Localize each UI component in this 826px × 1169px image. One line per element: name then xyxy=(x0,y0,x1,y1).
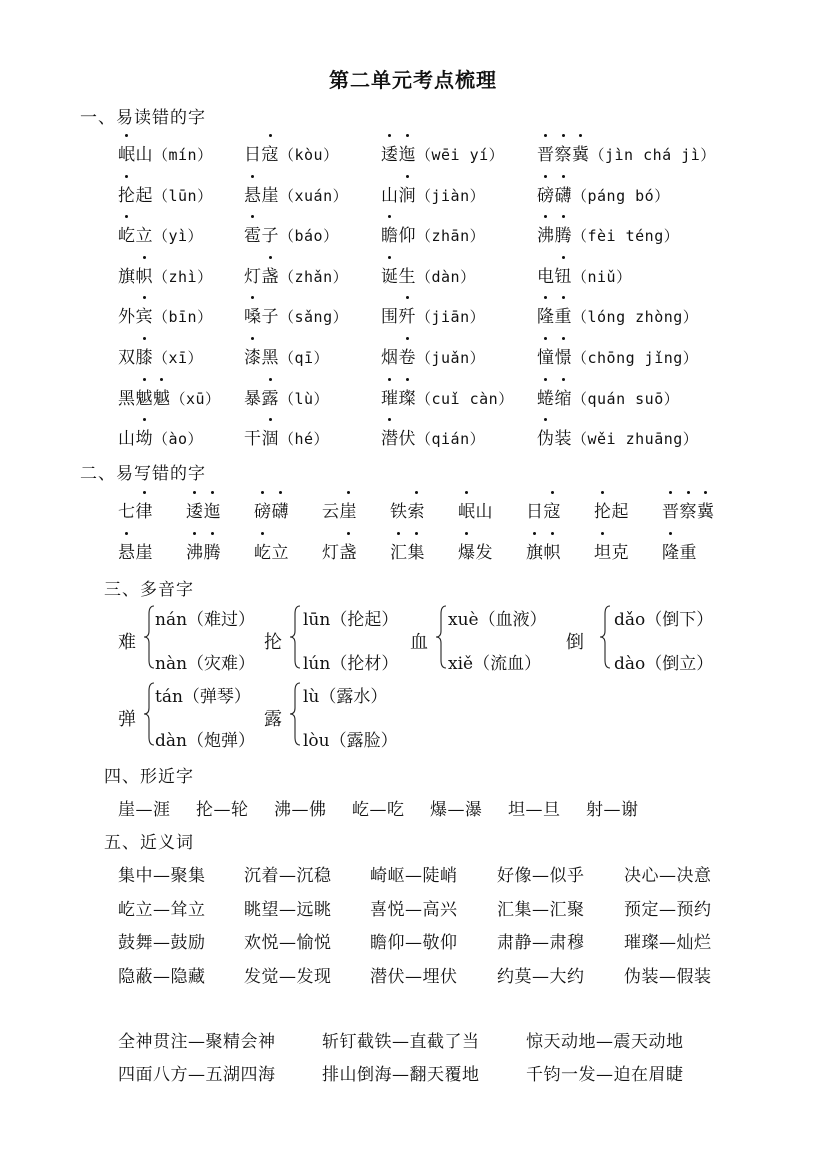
synonym-pair: 眺望—远眺 xyxy=(244,899,332,920)
emphasis-dot xyxy=(551,491,554,494)
emphasis-dot xyxy=(562,134,565,137)
polyphone-char: 弹 xyxy=(118,709,136,730)
entry-pinyin: （juǎn） xyxy=(416,349,486,367)
entry-pinyin: （wēi yí） xyxy=(416,146,505,164)
entry-word: 抡 起 xyxy=(594,502,629,522)
entry-word: 围歼 xyxy=(381,307,416,327)
similar-char-pair: 爆—瀑 xyxy=(430,800,483,820)
emphasis-dot xyxy=(251,175,254,178)
emphasis-dot xyxy=(562,215,565,218)
writing-entry xyxy=(118,538,153,563)
emphasis-dot xyxy=(211,491,214,494)
synonym-pair: 沉着—沉稳 xyxy=(244,866,332,886)
emphasis-dot xyxy=(533,532,536,535)
emphasis-dot xyxy=(415,532,418,535)
entry-word: 山坳 xyxy=(118,429,153,449)
synonym-pair: 鼓舞—鼓励 xyxy=(118,933,206,953)
entry-pinyin: （chōng jǐng） xyxy=(572,349,699,367)
idiom-synonym-pair: 排山倒海—翻天覆地 xyxy=(322,1065,480,1085)
entry-word: 岷 山 xyxy=(458,502,493,522)
emphasis-dot xyxy=(125,134,128,137)
reading-entry xyxy=(118,343,203,368)
entry-pinyin: （jìn chá jì） xyxy=(589,146,716,164)
entry-pinyin: （lóng zhòng） xyxy=(572,308,699,327)
entry-word: 嗓 子 xyxy=(244,307,279,327)
emphasis-dot xyxy=(125,532,128,535)
polyphone-char: 倒 xyxy=(566,632,584,653)
emphasis-dot xyxy=(143,418,146,421)
entry-word: 云崖 xyxy=(322,502,357,522)
emphasis-dot xyxy=(388,418,391,421)
emphasis-dot xyxy=(579,134,582,137)
emphasis-dot xyxy=(562,337,565,340)
entry-word: 岷 山 xyxy=(118,145,153,165)
reading-entry xyxy=(537,424,698,449)
emphasis-dot xyxy=(269,378,272,381)
entry-word: 伪 装 xyxy=(537,429,572,449)
entry-word: 抡 起 xyxy=(118,186,153,206)
emphasis-dot xyxy=(261,491,264,494)
synonym-pair: 约莫—大约 xyxy=(497,966,585,987)
emphasis-dot xyxy=(562,256,565,259)
emphasis-dot xyxy=(544,134,547,137)
emphasis-dot xyxy=(388,256,391,259)
emphasis-dot xyxy=(193,491,196,494)
reading-entry xyxy=(537,302,698,327)
emphasis-dot xyxy=(160,378,163,381)
entry-pinyin: （bīn） xyxy=(153,308,213,327)
emphasis-dot xyxy=(465,491,468,494)
polyphone-reading: tán（弹琴） xyxy=(155,687,251,707)
entry-pinyin: （cuǐ càn） xyxy=(416,389,514,408)
entry-word: 屹 立 xyxy=(254,543,289,563)
writing-entry xyxy=(254,497,289,522)
entry-word: 铁索 xyxy=(390,502,425,522)
emphasis-dot xyxy=(687,491,690,494)
reading-entry xyxy=(244,262,348,287)
emphasis-dot xyxy=(544,175,547,178)
entry-pinyin: （báo） xyxy=(279,227,339,246)
entry-pinyin: （hé） xyxy=(279,430,330,449)
reading-entry xyxy=(244,384,329,409)
entry-word: 屹 立 xyxy=(118,226,153,246)
entry-word: 灯盏 xyxy=(244,267,279,287)
entry-pinyin: （zhān） xyxy=(416,227,486,246)
entry-word: 晋 察 冀 xyxy=(662,502,715,522)
emphasis-dot xyxy=(562,378,565,381)
reading-entry xyxy=(381,343,485,368)
emphasis-dot xyxy=(406,337,409,340)
emphasis-dot xyxy=(143,296,146,299)
synonym-pair: 欢悦—愉悦 xyxy=(244,933,332,953)
emphasis-dot xyxy=(406,378,409,381)
entry-pinyin: （dàn） xyxy=(416,267,476,286)
reading-entry xyxy=(381,424,485,449)
emphasis-dot xyxy=(551,532,554,535)
entry-word: 黑魆 魆 xyxy=(118,389,171,409)
entry-word: 诞 生 xyxy=(381,267,416,287)
writing-entry xyxy=(662,538,697,563)
emphasis-dot xyxy=(347,532,350,535)
emphasis-dot xyxy=(406,134,409,137)
emphasis-dot xyxy=(669,491,672,494)
emphasis-dot xyxy=(544,215,547,218)
polyphone-char: 难 xyxy=(118,632,136,653)
entry-pinyin: （qián） xyxy=(416,430,486,449)
idiom-synonym-pair: 斩钉截铁—直截了当 xyxy=(322,1032,480,1052)
emphasis-dot xyxy=(562,296,565,299)
writing-entry xyxy=(594,538,629,563)
reading-entry xyxy=(118,302,213,327)
section5-heading: 五、近义词 xyxy=(104,833,194,853)
emphasis-dot xyxy=(251,296,254,299)
reading-entry xyxy=(537,384,679,409)
entry-word: 璀 璨 xyxy=(381,389,416,409)
synonym-pair: 崎岖—陡峭 xyxy=(370,866,458,886)
polyphone-char: 露 xyxy=(264,709,282,730)
writing-entry xyxy=(322,497,357,522)
synonym-pair: 发觉—发现 xyxy=(244,966,332,987)
brace-icon xyxy=(290,606,302,668)
reading-entry xyxy=(381,262,476,287)
emphasis-dot xyxy=(388,134,391,137)
emphasis-dot xyxy=(406,175,409,178)
emphasis-dot xyxy=(601,491,604,494)
reading-entry xyxy=(381,181,485,206)
entry-word: 悬 崖 xyxy=(244,186,279,206)
entry-word: 暴露 xyxy=(244,389,279,409)
writing-entry xyxy=(526,538,561,563)
writing-entry xyxy=(526,497,561,522)
emphasis-dot xyxy=(143,491,146,494)
emphasis-dot xyxy=(143,256,146,259)
entry-pinyin: （sǎng） xyxy=(279,308,349,327)
polyphone-char: 血 xyxy=(410,632,428,653)
entry-word: 日寇 xyxy=(244,145,279,165)
emphasis-dot xyxy=(251,215,254,218)
emphasis-dot xyxy=(143,337,146,340)
emphasis-dot xyxy=(193,532,196,535)
emphasis-dot xyxy=(269,418,272,421)
idiom-synonym-pair: 千钧一发—迫在眉睫 xyxy=(526,1065,684,1085)
entry-word: 磅 礴 xyxy=(254,502,289,522)
section2-heading: 二、易写错的字 xyxy=(80,464,206,484)
emphasis-dot xyxy=(704,491,707,494)
similar-char-pair: 射—谢 xyxy=(586,800,639,820)
synonym-pair: 屹立—耸立 xyxy=(118,899,206,920)
entry-pinyin: （xī） xyxy=(153,349,204,367)
emphasis-dot xyxy=(269,256,272,259)
reading-entry xyxy=(381,302,485,327)
writing-entry xyxy=(458,538,493,563)
entry-pinyin: （páng bó） xyxy=(572,186,670,205)
emphasis-dot xyxy=(347,491,350,494)
entry-word: 悬 崖 xyxy=(118,543,153,563)
writing-entry xyxy=(118,497,153,522)
entry-word: 七律 xyxy=(118,502,153,522)
polyphone-reading: nàn（灾难） xyxy=(155,654,256,674)
brace-icon xyxy=(600,606,612,668)
polyphone-reading: dào（倒立） xyxy=(614,654,714,674)
polyphone-reading: nán（难过） xyxy=(155,610,256,630)
synonym-pair: 汇集—汇聚 xyxy=(497,899,585,920)
emphasis-dot xyxy=(544,337,547,340)
emphasis-dot xyxy=(406,296,409,299)
similar-char-pair: 沸—佛 xyxy=(274,800,327,820)
emphasis-dot xyxy=(388,378,391,381)
synonym-pair: 肃静—肃穆 xyxy=(497,933,585,953)
emphasis-dot xyxy=(388,215,391,218)
reading-entry xyxy=(244,181,348,206)
reading-entry xyxy=(381,221,485,246)
writing-entry xyxy=(254,538,289,563)
idiom-synonym-pair: 惊天动地—震天动地 xyxy=(526,1032,684,1052)
entry-pinyin: （mín） xyxy=(153,146,213,164)
entry-word: 雹 子 xyxy=(244,226,279,246)
entry-pinyin: （jiān） xyxy=(416,308,486,327)
emphasis-dot xyxy=(465,532,468,535)
reading-entry xyxy=(537,181,670,206)
entry-word: 外宾 xyxy=(118,307,153,327)
entry-word: 爆 发 xyxy=(458,543,493,563)
polyphone-char: 抡 xyxy=(264,632,282,653)
entry-word: 干涸 xyxy=(244,429,279,449)
entry-pinyin: （yì） xyxy=(153,227,204,246)
polyphone-reading: lòu（露脸） xyxy=(303,731,398,751)
entry-word: 隆 重 xyxy=(662,543,697,563)
emphasis-dot xyxy=(143,378,146,381)
entry-pinyin: （lūn） xyxy=(153,186,213,205)
reading-entry xyxy=(381,140,504,165)
entry-word: 旗帜 xyxy=(118,267,153,287)
entry-pinyin: （xuán） xyxy=(279,186,349,205)
writing-entry xyxy=(186,538,221,563)
synonym-pair: 预定—预约 xyxy=(624,899,712,920)
similar-char-pair: 坦—旦 xyxy=(508,800,561,820)
reading-entry xyxy=(118,424,203,449)
emphasis-dot xyxy=(125,215,128,218)
entry-pinyin: （kòu） xyxy=(279,146,339,164)
polyphone-reading: lù（露水） xyxy=(303,687,388,707)
similar-char-pair: 抡—轮 xyxy=(196,800,249,820)
writing-entry xyxy=(662,497,715,522)
entry-pinyin: （quán suō） xyxy=(572,389,680,408)
entry-word: 山涧 xyxy=(381,186,416,206)
emphasis-dot xyxy=(261,532,264,535)
entry-word: 电钮 xyxy=(537,267,572,287)
entry-word: 憧 憬 xyxy=(537,348,572,368)
entry-word: 隆 重 xyxy=(537,307,572,327)
polyphone-reading: dǎo（倒下） xyxy=(614,610,714,630)
writing-entry xyxy=(322,538,357,563)
emphasis-dot xyxy=(544,418,547,421)
reading-entry xyxy=(381,384,514,409)
entry-word: 沸 腾 xyxy=(186,543,221,563)
polyphone-reading: xiě（流血） xyxy=(448,654,542,674)
reading-entry xyxy=(118,262,213,287)
entry-word: 逶 迤 xyxy=(381,145,416,165)
synonym-pair: 喜悦—高兴 xyxy=(370,899,458,920)
entry-word: 晋 察 冀 xyxy=(537,145,590,165)
idiom-synonym-pair: 四面八方—五湖四海 xyxy=(118,1065,276,1085)
brace-icon xyxy=(436,606,448,668)
writing-entry xyxy=(594,497,629,522)
similar-char-pair: 屹—吃 xyxy=(352,800,405,820)
brace-icon xyxy=(290,683,302,745)
polyphone-reading: xuè（血液） xyxy=(448,610,547,630)
emphasis-dot xyxy=(544,378,547,381)
entry-pinyin: （ào） xyxy=(153,430,204,449)
writing-entry xyxy=(390,538,425,563)
entry-word: 磅 礴 xyxy=(537,186,572,206)
entry-word: 蜷 缩 xyxy=(537,389,572,409)
emphasis-dot xyxy=(544,296,547,299)
similar-char-pair: 崖—涯 xyxy=(118,800,171,820)
entry-word: 汇 集 xyxy=(390,543,425,563)
reading-entry xyxy=(537,221,679,246)
writing-entry xyxy=(186,497,221,522)
emphasis-dot xyxy=(601,532,604,535)
emphasis-dot xyxy=(562,175,565,178)
synonym-pair: 伪装—假装 xyxy=(624,966,712,987)
reading-entry xyxy=(244,424,329,449)
entry-word: 潜 伏 xyxy=(381,429,416,449)
reading-entry xyxy=(244,221,339,246)
entry-word: 日寇 xyxy=(526,502,561,522)
entry-pinyin: （lù） xyxy=(279,389,330,408)
emphasis-dot xyxy=(269,134,272,137)
entry-pinyin: （fèi téng） xyxy=(572,227,680,246)
entry-word: 沸 腾 xyxy=(537,226,572,246)
synonym-pair: 璀璨—灿烂 xyxy=(624,933,712,953)
emphasis-dot xyxy=(125,175,128,178)
entry-word: 瞻 仰 xyxy=(381,226,416,246)
synonym-pair: 好像—似乎 xyxy=(497,866,585,886)
synonym-pair: 决心—决意 xyxy=(624,866,712,886)
page-title: 第二单元考点梳理 xyxy=(329,68,497,92)
writing-entry xyxy=(390,497,425,522)
synonym-pair: 隐蔽—隐藏 xyxy=(118,966,206,987)
section4-heading: 四、形近字 xyxy=(104,767,194,787)
entry-pinyin: （jiàn） xyxy=(416,186,486,205)
reading-entry xyxy=(118,384,221,409)
section1-heading: 一、易读错的字 xyxy=(80,108,206,128)
reading-entry xyxy=(118,140,213,165)
reading-entry xyxy=(244,302,348,327)
polyphone-reading: dàn（炮弹） xyxy=(155,731,255,751)
emphasis-dot xyxy=(397,532,400,535)
entry-word: 逶 迤 xyxy=(186,502,221,522)
idiom-synonym-pair: 全神贯注—聚精会神 xyxy=(118,1032,276,1052)
emphasis-dot xyxy=(669,532,672,535)
reading-entry xyxy=(244,343,329,368)
synonym-pair: 瞻仰—敬仰 xyxy=(370,933,458,953)
emphasis-dot xyxy=(415,491,418,494)
reading-entry xyxy=(244,140,339,165)
entry-word: 灯盏 xyxy=(322,543,357,563)
polyphone-reading: lún（抡材） xyxy=(303,654,399,674)
entry-pinyin: （zhì） xyxy=(153,267,213,286)
polyphone-reading: lūn（抡起） xyxy=(303,610,399,630)
emphasis-dot xyxy=(211,532,214,535)
reading-entry xyxy=(118,181,213,206)
synonym-pair: 集中—聚集 xyxy=(118,866,206,886)
reading-entry xyxy=(537,343,698,368)
entry-pinyin: （niǔ） xyxy=(572,267,632,286)
reading-entry xyxy=(537,140,716,165)
entry-pinyin: （wěi zhuāng） xyxy=(572,430,699,449)
section3-heading: 三、多音字 xyxy=(104,580,194,600)
emphasis-dot xyxy=(251,337,254,340)
emphasis-dot xyxy=(279,491,282,494)
reading-entry xyxy=(118,221,203,246)
entry-pinyin: （xū） xyxy=(170,389,221,408)
entry-word: 烟卷 xyxy=(381,348,416,368)
writing-entry xyxy=(458,497,493,522)
entry-word: 漆 黑 xyxy=(244,348,279,368)
synonym-pair: 潜伏—埋伏 xyxy=(370,966,458,987)
entry-word: 双膝 xyxy=(118,348,153,368)
entry-word: 坦 克 xyxy=(594,543,629,563)
entry-word: 旗 帜 xyxy=(526,543,561,563)
reading-entry xyxy=(537,262,632,287)
entry-pinyin: （zhǎn） xyxy=(279,267,349,286)
entry-pinyin: （qī） xyxy=(279,349,330,367)
